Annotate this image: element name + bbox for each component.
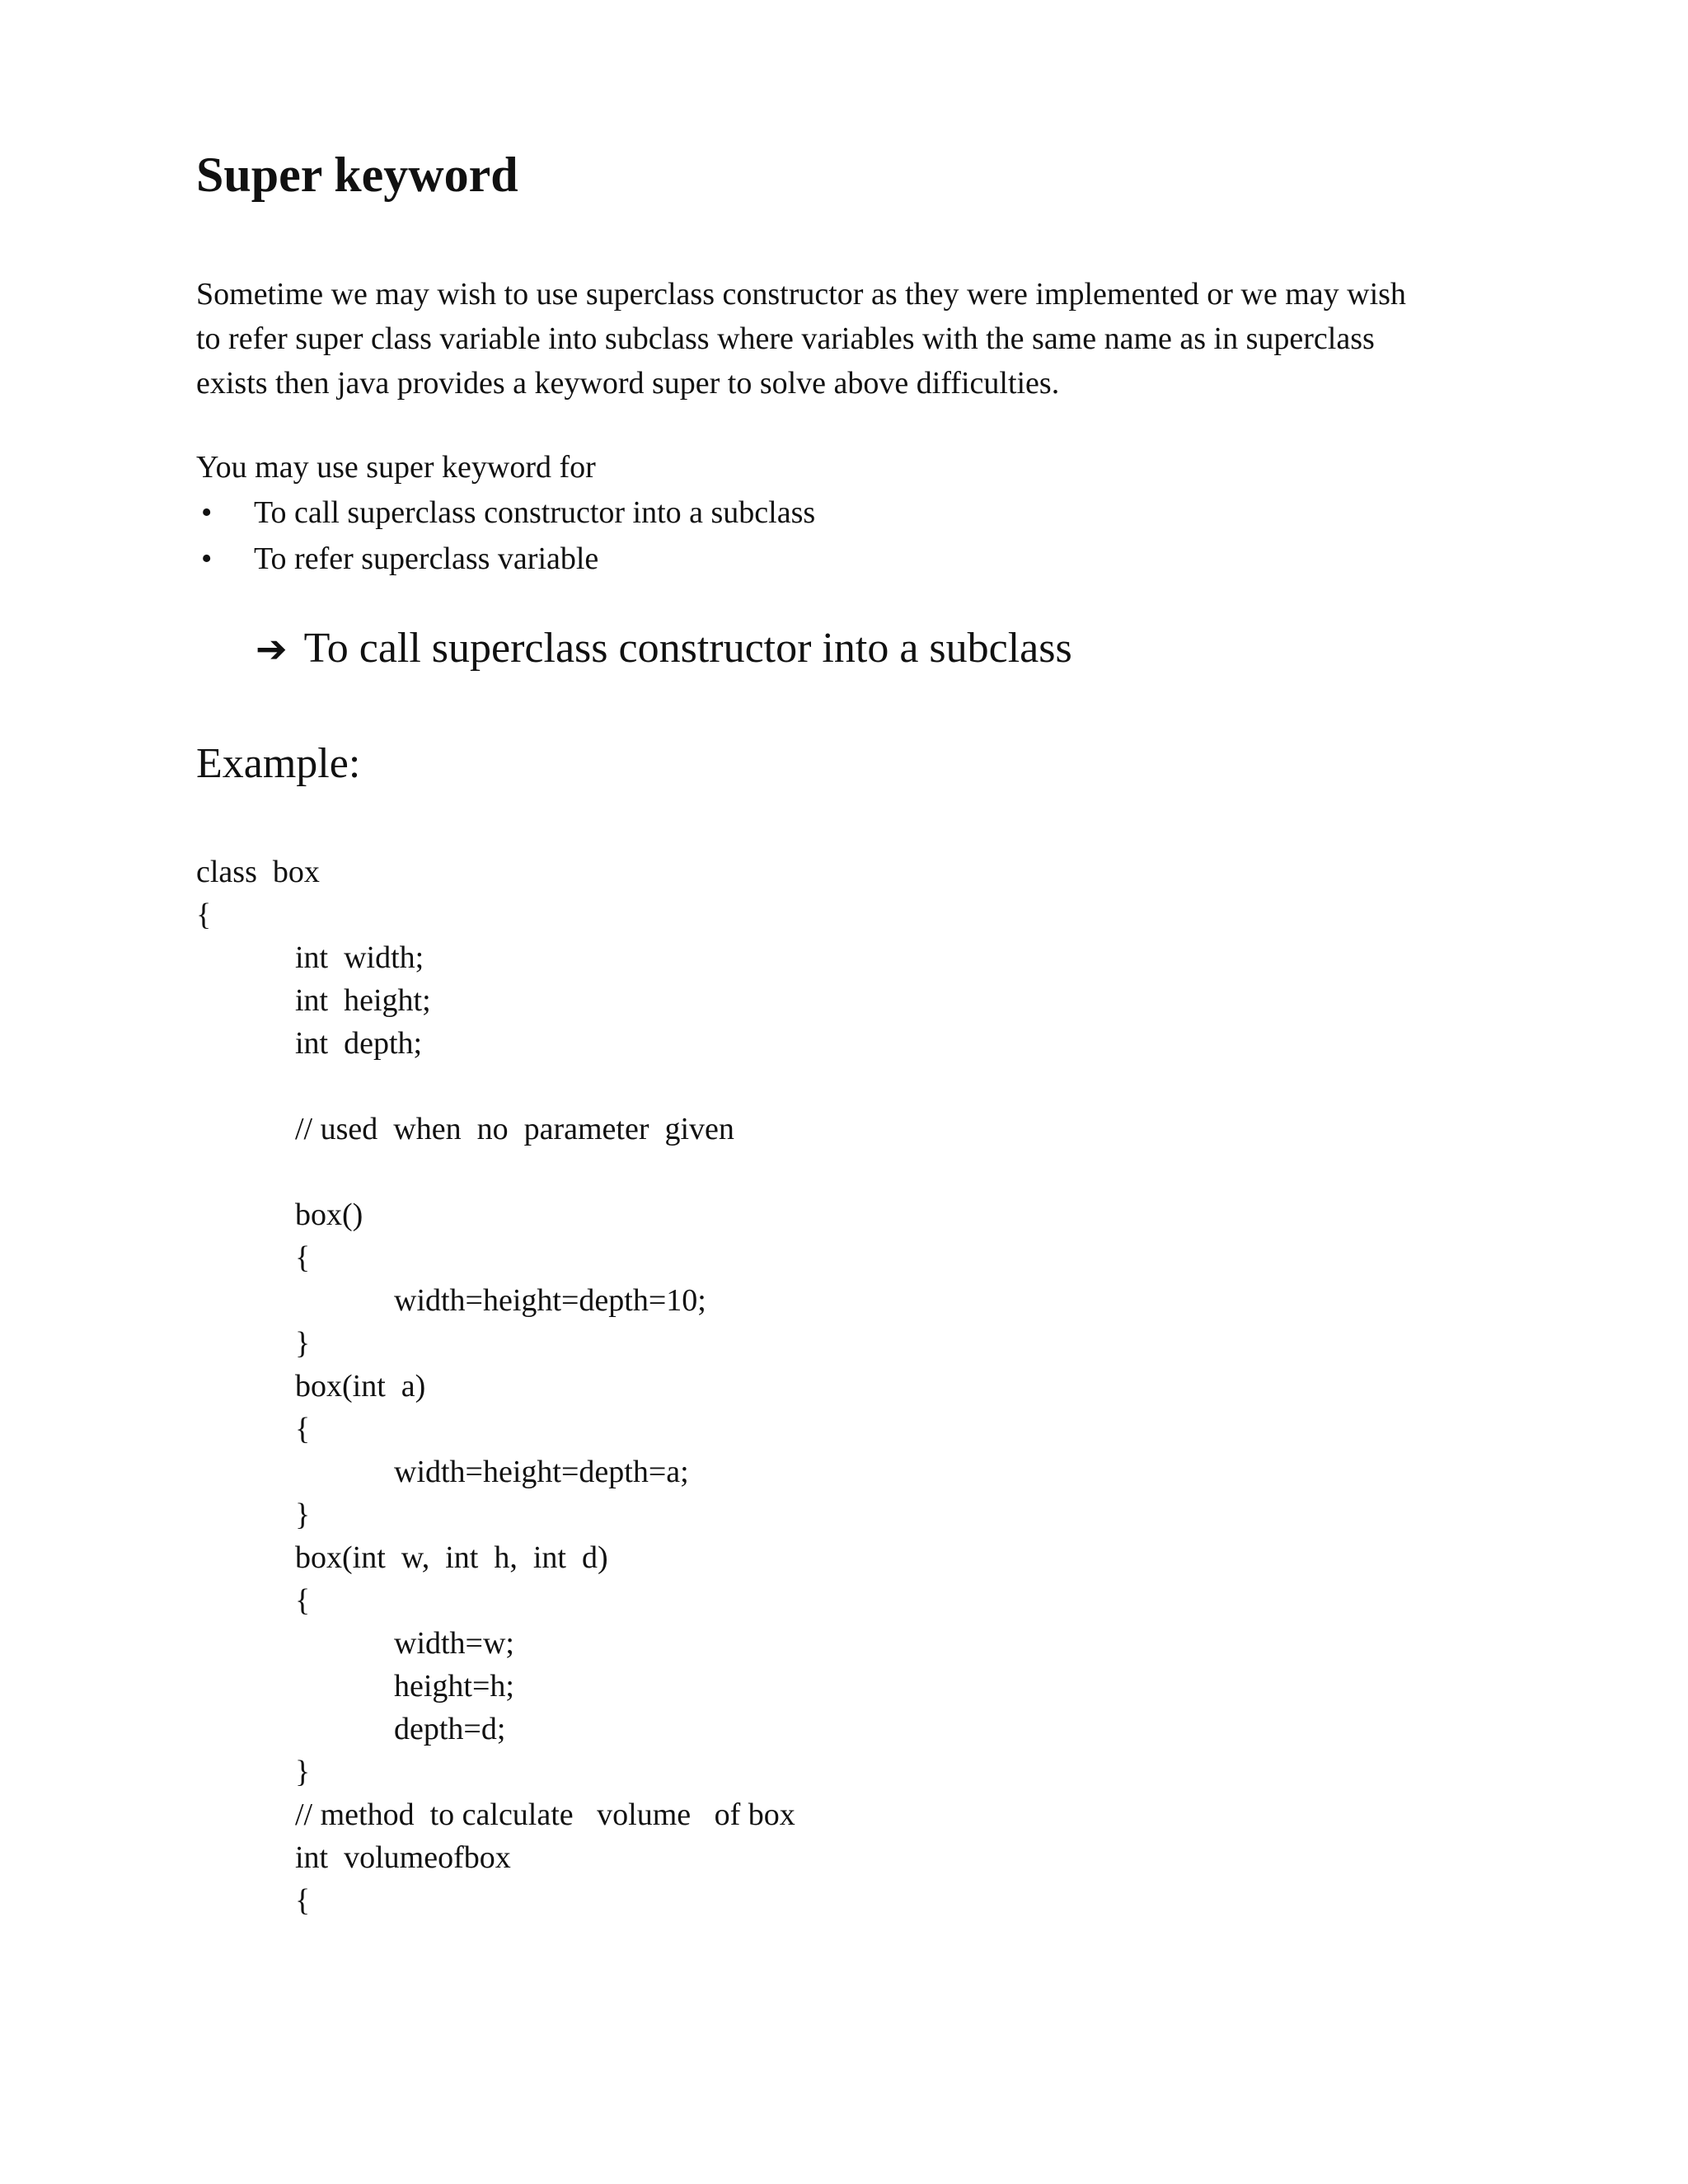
code-line: box(int a) [295,1369,426,1404]
code-line: width=height=depth=a; [394,1455,689,1489]
code-line: { [196,898,212,932]
intro-line: Sometime we may wish to use superclass constructor as they were implemented or we may wish [196,277,1406,312]
page-title: Super keyword [196,148,518,202]
code-line: } [295,1326,311,1361]
use-for-text: You may use super keyword for [196,450,596,485]
bullet-list [196,490,815,582]
arrow-right-icon: ➔ [256,626,288,671]
code-line: // used when no parameter given [295,1112,734,1146]
code-line: width=height=depth=10; [394,1283,706,1318]
code-block [196,851,795,1922]
list-item [196,536,815,582]
code-line: { [295,1583,311,1618]
code-line: box() [295,1197,363,1232]
code-line: int height; [295,983,431,1018]
code-line [196,1151,795,1193]
section-subheading [256,620,1072,677]
intro-line: exists then java provides a keyword super to solve above difficulties. [196,366,1060,401]
code-line: int depth; [295,1026,423,1061]
intro-paragraph [196,272,1482,405]
code-line: width=w; [394,1626,514,1661]
code-line: int volumeofbox [295,1840,511,1875]
list-item-text: To refer superclass variable [254,541,599,576]
code-line: // method to calculate volume of box [295,1797,795,1832]
subheading-text: To call superclass constructor into a subclass [303,625,1072,672]
list-item [196,490,815,536]
list-item-text: To call superclass constructor into a subclass [254,495,816,530]
code-line: height=h; [394,1669,514,1704]
bullet-icon: • [201,495,213,530]
code-line: { [295,1240,311,1275]
intro-line: to refer super class variable into subclass where variables with the same name as in superclass [196,321,1375,356]
bullet-icon: • [201,541,213,576]
code-line [196,1065,795,1108]
example-label: Example: [196,740,361,787]
code-line: { [295,1883,311,1918]
code-line: } [295,1755,311,1789]
code-line: class box [196,855,320,889]
code-line: depth=d; [394,1712,506,1746]
code-line: box(int w, int h, int d) [295,1540,608,1575]
code-line: int width; [295,940,424,975]
code-line: } [295,1497,311,1532]
code-line: { [295,1412,311,1446]
